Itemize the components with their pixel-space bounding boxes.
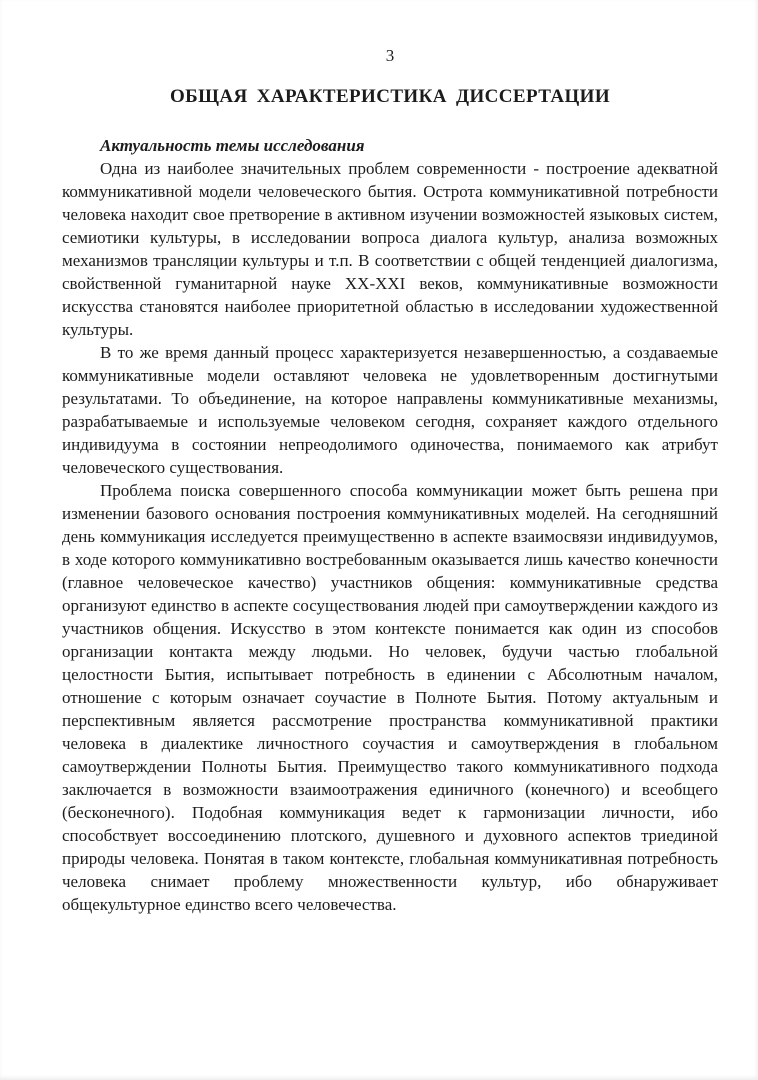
paragraph-1: Одна из наиболее значительных проблем современности - построение адекватной коммуникативной модели человеческого бытия. Острота коммуникативной потребности человека находит свое претворение в активном изучении возможностей языковых систем, семиотики культуры, в исследовании вопроса диалога культур, анализа возможных механизмов трансляции культуры и т.п. В соответствии с общей тенденцией диалогизма, свойственной гуманитарной науке XX-XXI веков, коммуникативные возможности искусства становятся наиболее приоритетной областью в исследовании художественной культуры. (62, 159, 718, 339)
page-number: 3 (385, 46, 395, 65)
paragraph-3: Проблема поиска совершенного способа коммуникации может быть решена при изменении базового основания построения коммуникативных моделей. На сегодняшний день коммуникация исследуется преимущественно в аспекте взаимосвязи индивидуумов, в ходе которого коммуникативно востребованным оказывается лишь качество конечности (главное человеческое качество) участников общения: коммуникативные средства организуют единство в аспекте сосуществования людей при самоутверждении каждого из участников общения. Искусство в этом контексте понимается как один из способов организации контакта между людьми. Но человек, будучи частью глобальной целостности Бытия, испытывает потребность в единении с Абсолютным началом, отношение с которым означает соучастие в Полноте Бытия. Потому актуальным и перспективным является рассмотрение пространства коммуникативной практики человека в диалектике личностного соучастия и самоутверждения в глобальном самоутверждении Полноты Бытия. Преимущество такого коммуникативного подхода заключается в возможности взаимоотражения единичного (конечного) и всеобщего (бесконечного). Подобная коммуникация ведет к гармонизации личности, ибо способствует воссоединению плотского, душевного и духовного аспектов триединой природы человека. Понятая в таком контексте, глобальная коммуникативная потребность человека снимает проблему множественности культур, ибо обнаруживает общекультурное единство всего человечества. (62, 481, 718, 914)
document-title: ОБЩАЯ ХАРАКТЕРИСТИКА ДИССЕРТАЦИИ (169, 86, 611, 107)
section-heading: Актуальность темы исследования (100, 136, 365, 155)
paragraph-2: В то же время данный процесс характеризуется незавершенностью, а создаваемые коммуникативные модели оставляют человека не удовлетворенным достигнутыми результатами. То объединение, на которое направлены коммуникативные механизмы, разрабатываемые и используемые человеком сегодня, сохраняет каждого отдельного индивидуума в состоянии непреодолимого одиночества, понимаемого как атрибут человеческого существования. (62, 343, 718, 477)
